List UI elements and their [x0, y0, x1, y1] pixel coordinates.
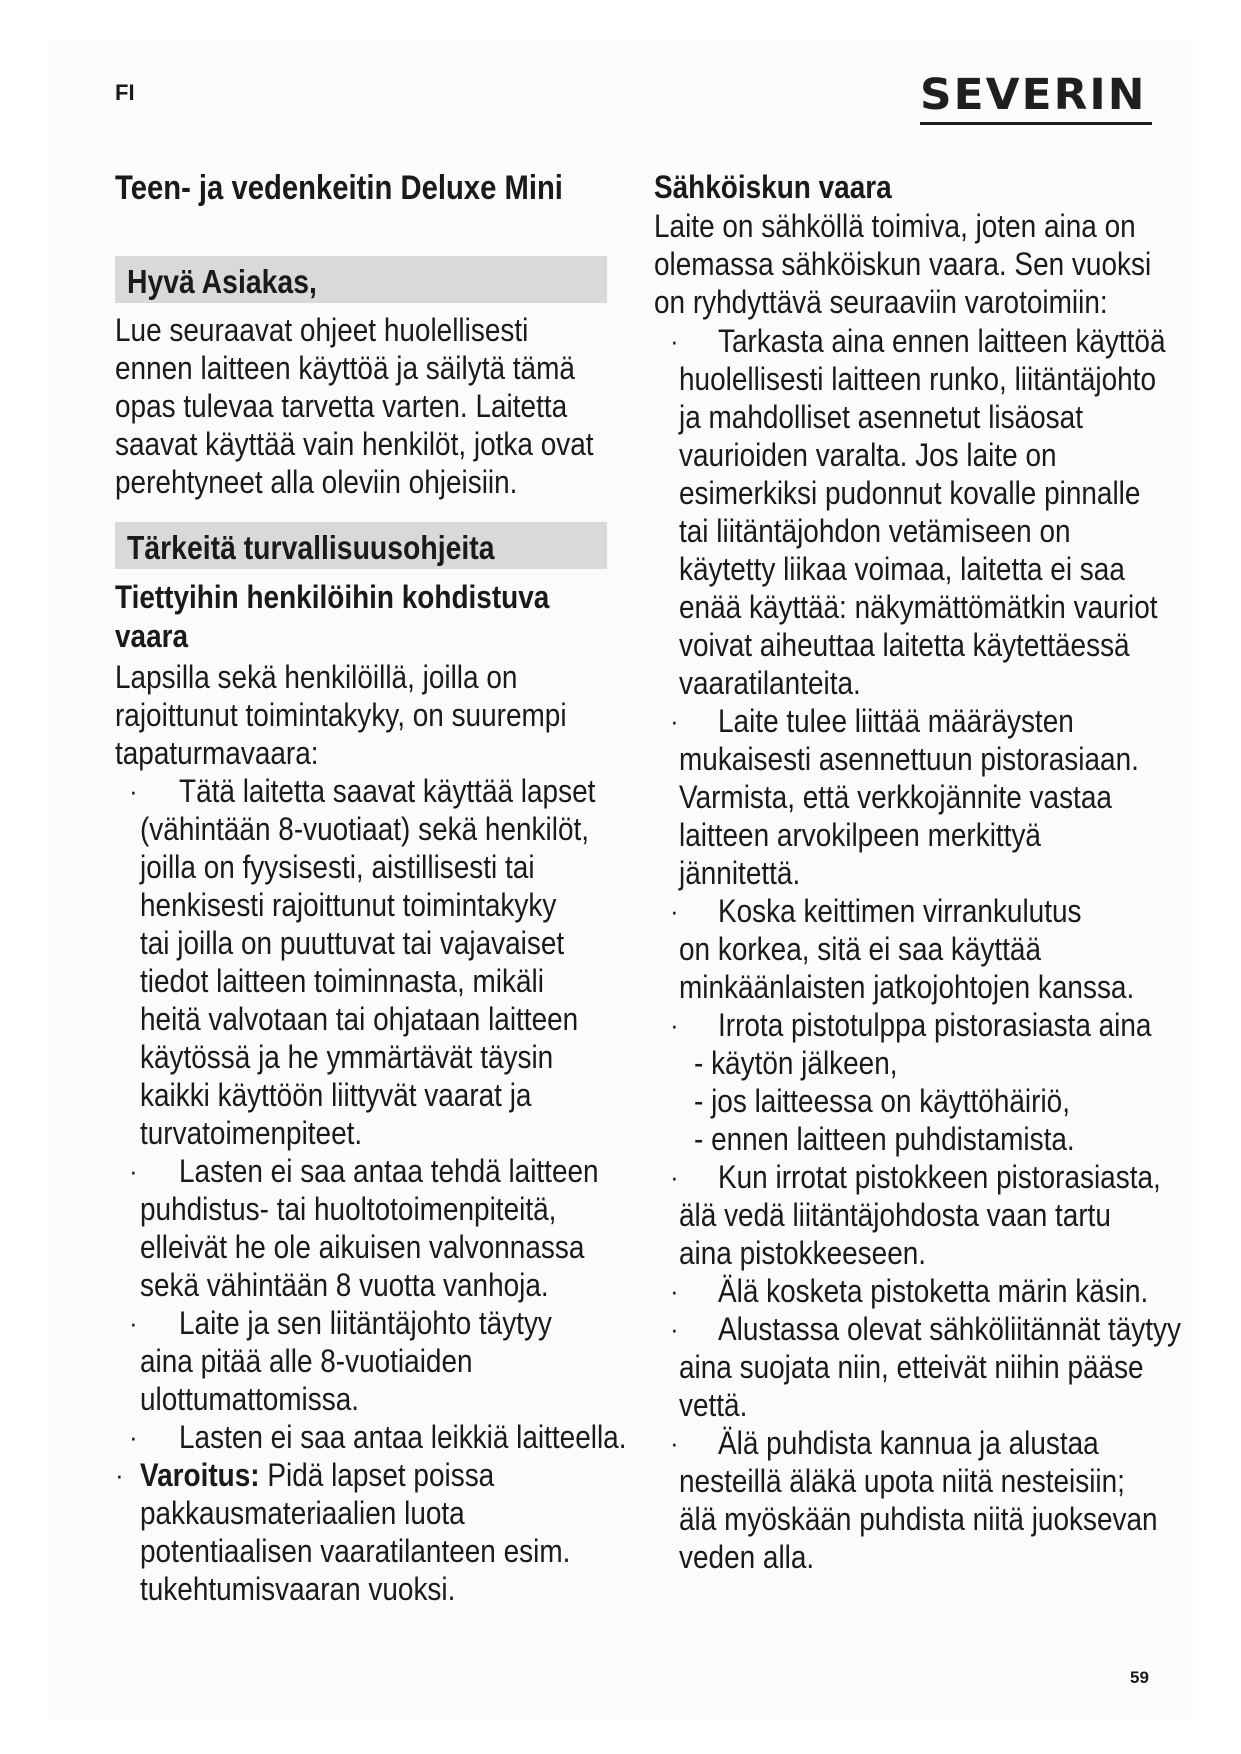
bullet-icon: · [129, 1422, 138, 1452]
bullet-icon: · [670, 896, 679, 926]
bullet-icon: · [670, 326, 679, 356]
bullet-icon: · [129, 1308, 138, 1338]
electric-shock-intro: Laite on sähköllä toimiva, joten aina on olemassa sähköiskun vaara. Sen vuoksi on ryhdyttävä seuraaviin varotoimiin: [654, 208, 1152, 320]
list-item: · Kun irrotat pistokkeen pistorasiasta, älä vedä liitäntäjohdosta vaan tartu aina pistokkeeseen. [670, 1159, 1161, 1271]
bullet-icon: · [129, 776, 138, 806]
page-number: 59 [1130, 1668, 1149, 1687]
bullet-icon: · [670, 706, 679, 736]
severin-logo: SEVERIN [920, 70, 1147, 120]
electric-shock-heading: Sähköiskun vaara [654, 169, 892, 205]
list-item: · Tarkasta aina ennen laitteen käyttöä huolellisesti laitteen runko, liitäntäjohto ja mahdolliset asennetut lisäosat vaurioiden varalta. Jos laite on esimerkiksi pudonnut kovalle pinnalle tai liitäntäjohdon vetämiseen on käytetty liikaa voimaa, laitetta ei saa enää käyttää: näkymättömätkin vauriot voivat aiheuttaa laitetta käytettäessä vaaratilanteita. [670, 323, 1166, 701]
safety-heading: Tärkeitä turvallisuusohjeita [127, 529, 495, 566]
bullet-icon: · [115, 1460, 124, 1490]
left-bullet-list [115, 772, 699, 1608]
greeting-heading: Hyvä Asiakas, [127, 263, 317, 300]
warning-label: Varoitus: [140, 1457, 260, 1493]
safety-band [115, 522, 607, 569]
right-bullet-list [654, 322, 1241, 1576]
greeting-band [115, 256, 607, 303]
intro-paragraph: Lue seuraavat ohjeet huolellisesti ennen laitteen käyttöä ja säilytä tämä opas tulevaa tarvetta varten. Laitetta saavat käyttää vain henkilöt, jotka ovat perehtyneet alla oleviin ohjeisiin. [115, 312, 594, 500]
bullet-icon: · [670, 1162, 679, 1192]
list-item: · Tätä laitetta saavat käyttää lapset (vähintään 8-vuotiaat) sekä henkilöt, joilla on fyysisesti, aistillisesti tai henkisesti rajoittunut toimintakyky tai joilla on puuttuvat tai vajavaiset tiedot laitteen toiminnasta, mikäli heitä valvotaan tai ohjataan laitteen käytössä ja he ymmärtävät täysin kaikki käyttöön liittyvät vaarat ja turvatoimenpiteet. [129, 773, 596, 1151]
list-item: · Älä puhdista kannua ja alustaa nesteillä äläkä upota niitä nesteisiin; älä myöskään puhdista niitä juoksevan veden alla. [670, 1425, 1158, 1575]
bullet-icon: · [129, 1156, 138, 1186]
danger-intro: Lapsilla sekä henkilöillä, joilla on rajoittunut toimintakyky, on suurempi tapaturmavaara: [115, 659, 567, 771]
list-item: · Älä kosketa pistoketta märin käsin. [670, 1273, 1149, 1309]
list-item: · Irrota pistotulppa pistorasiasta aina - käytön jälkeen, - jos laitteessa on käyttöhäiriö, - ennen laitteen puhdistamista. [670, 1007, 1152, 1157]
list-item: · Laite ja sen liitäntäjohto täytyy aina pitää alle 8-vuotiaiden ulottumattomissa. [129, 1305, 552, 1417]
bullet-icon: · [670, 1276, 679, 1306]
language-code: FI [115, 80, 135, 105]
bullet-icon: · [670, 1314, 679, 1344]
bullet-icon: · [670, 1010, 679, 1040]
list-item: · Laite tulee liittää määräysten mukaisesti asennettuun pistorasiaan. Varmista, että verkkojännite vastaa laitteen arvokilpeen merkittyä jännitettä. [670, 703, 1139, 891]
list-item: · Koska keittimen virrankulutus on korkea, sitä ei saa käyttää minkäänlaisten jatkojohtojen kanssa. [670, 893, 1135, 1005]
list-item: · Alustassa olevat sähköliitännät täytyy aina suojata niin, etteivät niihin pääse vettä. [670, 1311, 1181, 1423]
warning-item: · Varoitus: Pidä lapset poissa pakkausmateriaalien luota potentiaalisen vaaratilanteen esim. tukehtumisvaaran vuoksi. [115, 1457, 571, 1607]
bullet-icon: · [670, 1428, 679, 1458]
danger-heading: Tiettyihin henkilöihin kohdistuva vaara [115, 579, 550, 654]
list-item: · Lasten ei saa antaa tehdä laitteen puhdistus- tai huoltotoimenpiteitä, elleivät he ole aikuisen valvonnassa sekä vähintään 8 vuotta vanhoja. [129, 1153, 599, 1303]
list-item: · Lasten ei saa antaa leikkiä laitteella. [129, 1419, 627, 1455]
page-title: Teen- ja vedenkeitin Deluxe Mini [115, 169, 563, 207]
logo-underline [920, 122, 1152, 125]
